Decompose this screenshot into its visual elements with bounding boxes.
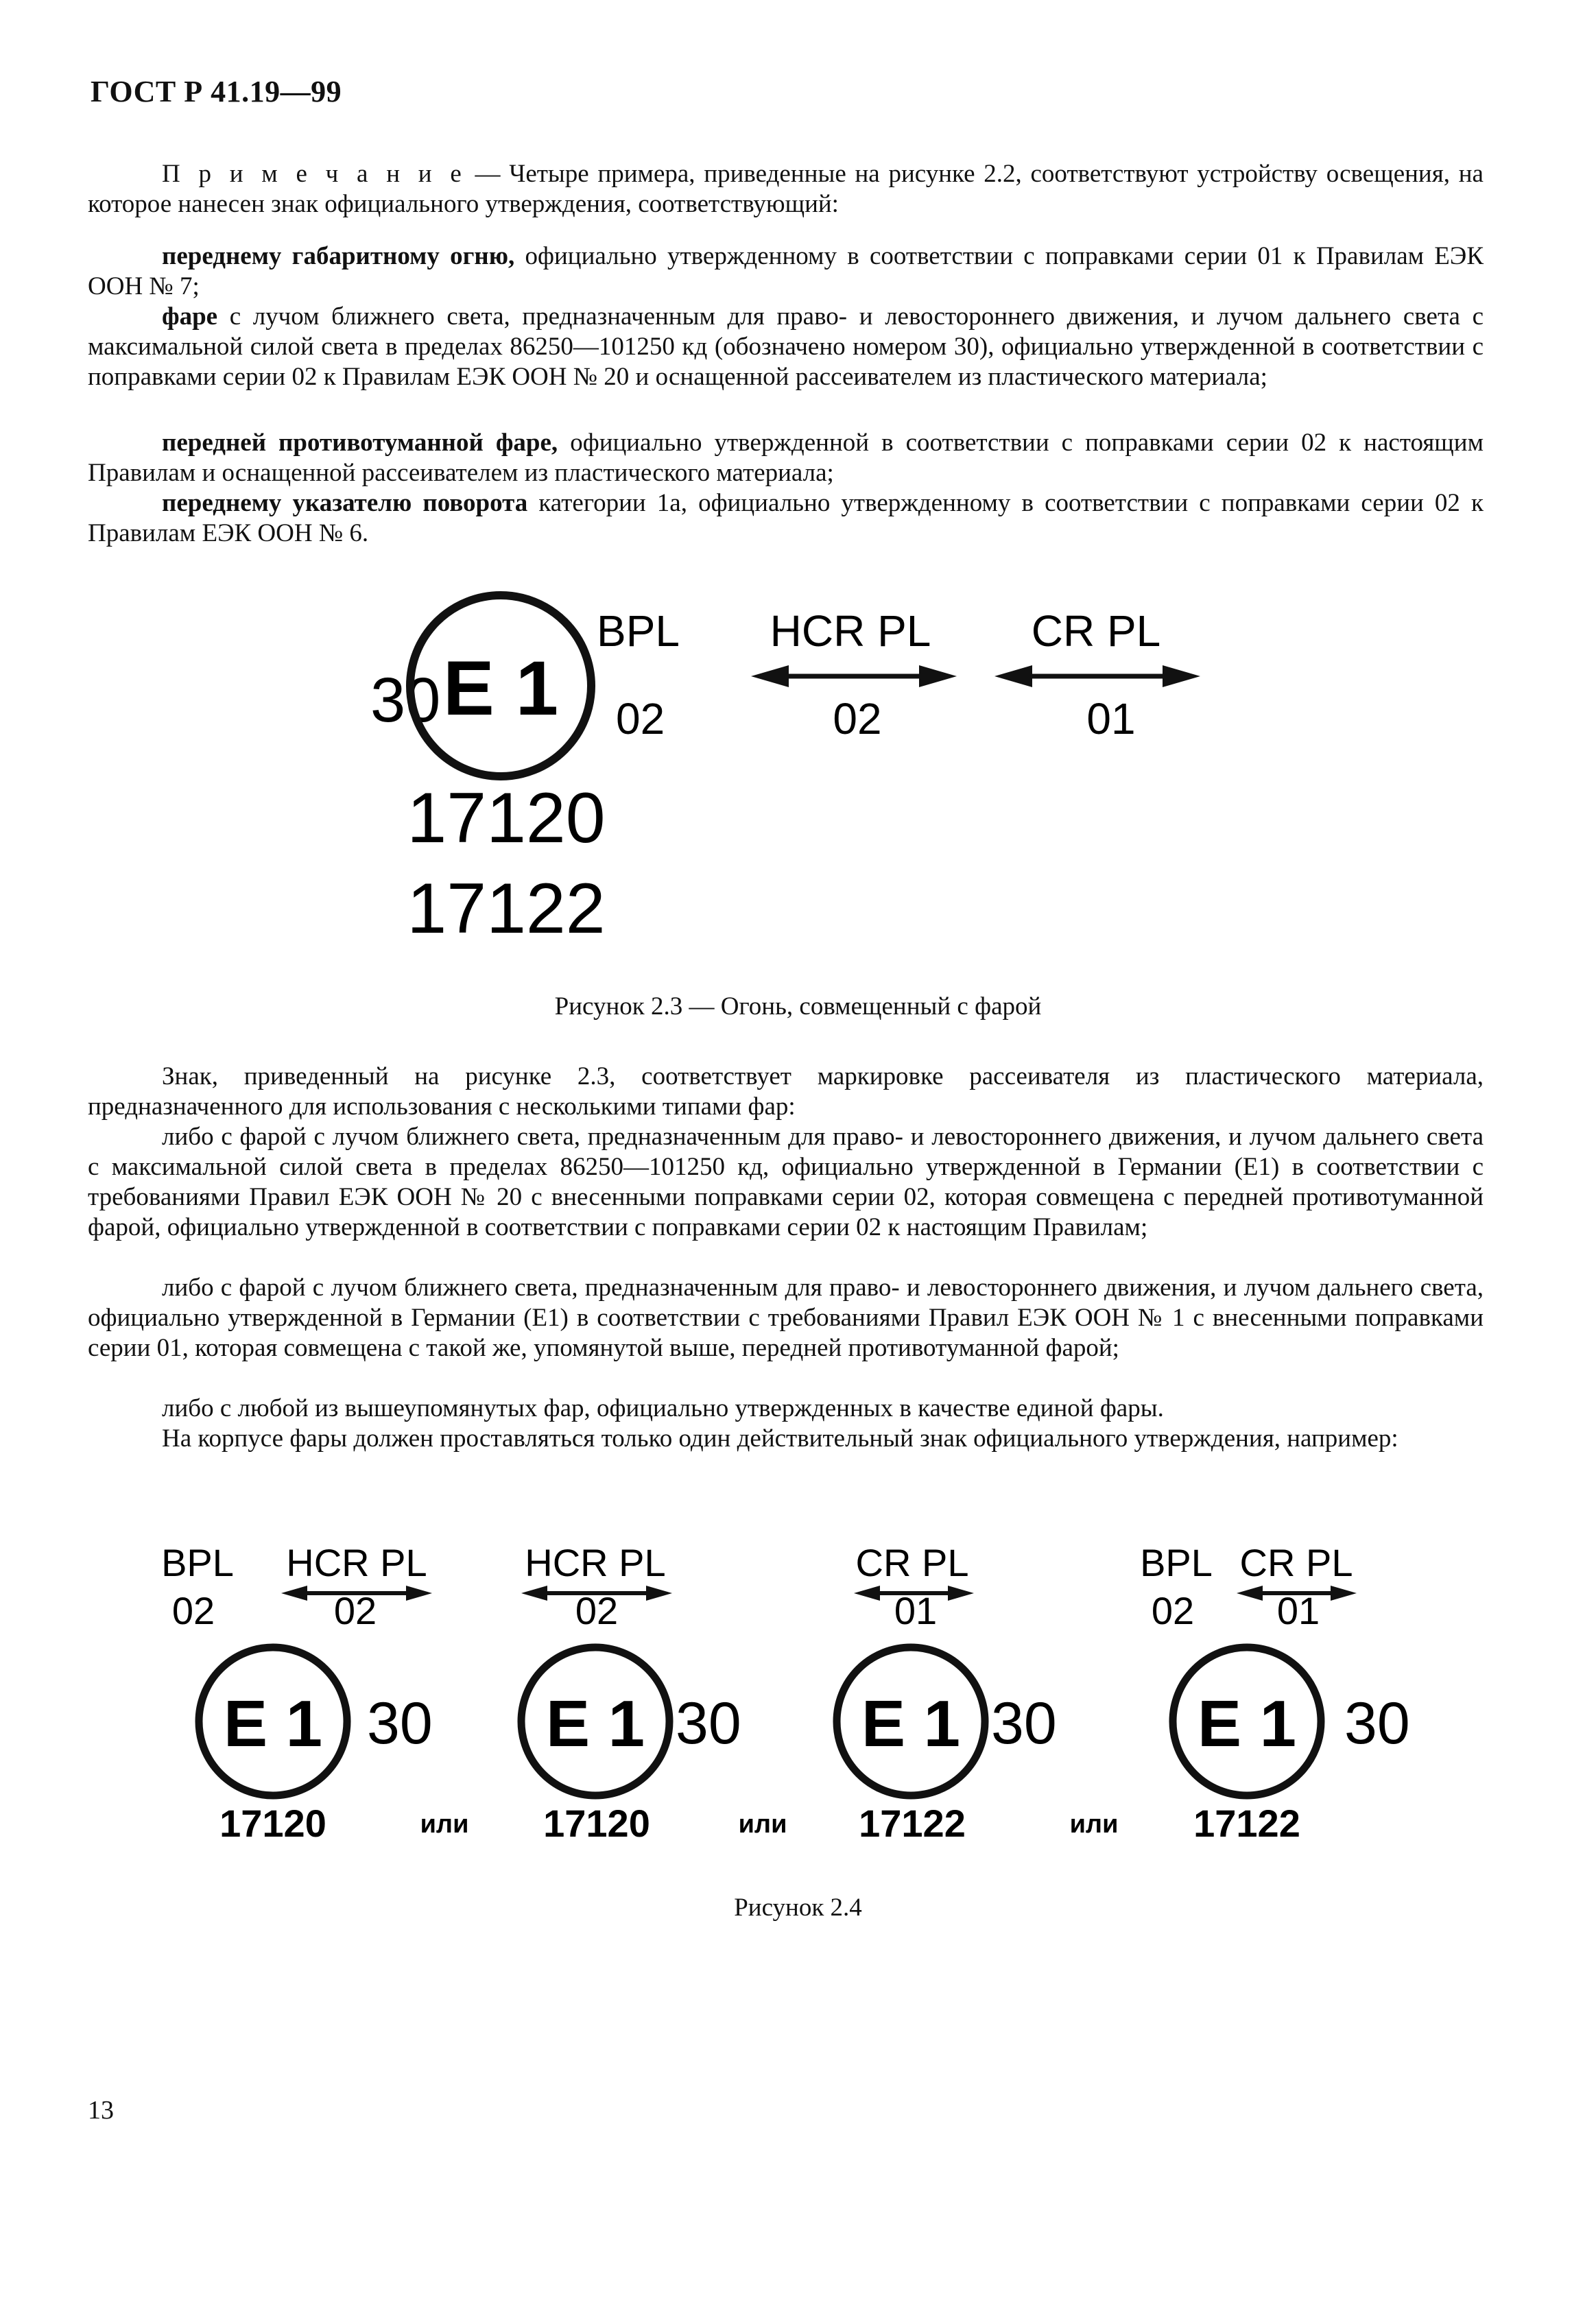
body-paragraph: На корпусе фары должен проставляться только один действительный знак официального утверждения, например: — [162, 1424, 1398, 1453]
fig23-number-1: 17120 — [407, 778, 606, 858]
fig23-cr-series: 01 — [1086, 694, 1136, 743]
note-intro: — Четыре примера, приведенные на рисунке 2.2, соответствуют устройству освещения, на которое нанесен знак официального утверждения, соответствующий: — [88, 160, 1484, 218]
approval-mark — [837, 1541, 1057, 1845]
fig23-cr-pl: CR PL — [1031, 606, 1161, 656]
double-arrow — [994, 665, 1200, 687]
mark-e-number: E 1 — [861, 1687, 961, 1761]
note-item-term: переднему указателю поворота — [162, 489, 528, 517]
note-item-term: фаре — [162, 302, 218, 331]
note-item-text: категории 1а, официально утвержденному в соответствии с поправками серии 02 к Правилам ЕЭК ООН № 6. — [88, 489, 1484, 547]
mark-class: 30 — [991, 1691, 1057, 1756]
figure-2-3 — [0, 562, 1596, 974]
mark-number: 17122 — [1193, 1802, 1300, 1845]
body-paragraph: либо с фарой с лучом ближнего света, предназначенным для право- и левостороннего движения, и лучом дальнего света с максимальной силой света в пределах 86250—101250 кд, официально утвержденной в Германии (Е1) в соответствии с требованиями Правил ЕЭК ООН № 20 с внесенными поправками серии 02, которая совмещена с передней противотуманной фарой, официально утвержденной в соответствии с поправками серии 02 к настоящим Правилам; — [88, 1123, 1484, 1241]
note-item-term: переднему габаритному огню, — [162, 242, 515, 270]
page-number: 13 — [88, 2096, 114, 2125]
body-paragraph: Знак, приведенный на рисунке 2.3, соответствует маркировке рассеивателя из пластического материала, предназначенного для использования с несколькими типами фар: — [88, 1062, 1484, 1121]
mark-top-right-label: CR PL — [1239, 1541, 1353, 1584]
note-lead: П р и м е ч а н и е — [162, 160, 466, 188]
mark-top-right-series: 02 — [575, 1589, 619, 1632]
fig23-bpl-series: 02 — [616, 694, 665, 743]
note-item — [88, 241, 1484, 302]
separator-or: или — [738, 1810, 787, 1839]
mark-class: 30 — [676, 1691, 741, 1756]
approval-mark — [1140, 1541, 1410, 1845]
figure-2-3-caption: Рисунок 2.3 — Огонь, совмещенный с фарой — [554, 992, 1042, 1021]
figure-2-4 — [0, 1516, 1596, 1872]
fig23-prefix: 30 — [370, 665, 441, 735]
note-item-text: официально утвержденному в соответствии с поправками серии 01 к Правилам ЕЭК ООН № 7; — [88, 242, 1484, 300]
approval-mark — [161, 1541, 433, 1845]
mark-e-number: E 1 — [1197, 1687, 1297, 1761]
note-paragraph — [88, 159, 1484, 219]
note-item — [88, 302, 1484, 392]
fig23-hcr-series: 02 — [833, 694, 882, 743]
fig23-bpl: BPL — [597, 606, 680, 656]
mark-top-right-series: 01 — [894, 1589, 938, 1632]
fig23-number-2: 17122 — [407, 869, 606, 948]
mark-top-left-label: BPL — [1140, 1541, 1213, 1584]
separator-or: или — [1069, 1810, 1119, 1839]
figure-2-4-caption: Рисунок 2.4 — [734, 1894, 862, 1922]
approval-mark — [521, 1541, 741, 1845]
note-item — [88, 428, 1484, 488]
mark-number: 17120 — [219, 1802, 326, 1845]
body-paragraph: либо с любой из вышеупомянутых фар, официально утвержденных в качестве единой фары. — [162, 1394, 1164, 1422]
mark-number: 17122 — [859, 1802, 966, 1845]
mark-top-left-label: BPL — [161, 1541, 234, 1584]
double-arrow — [751, 665, 957, 687]
note-item-term: передней противотуманной фаре, — [162, 429, 558, 457]
note-item-text: официально утвержденной в соответствии с поправками серии 02 к настоящим Правилам и оснащенной рассеивателем из пластического материала; — [88, 429, 1484, 487]
document-header: ГОСТ Р 41.19—99 — [91, 75, 342, 108]
mark-top-left-series: 02 — [171, 1589, 215, 1632]
mark-e-number: E 1 — [223, 1687, 323, 1761]
mark-e-number: E 1 — [545, 1687, 645, 1761]
mark-class: 30 — [1344, 1691, 1410, 1756]
separator-or: или — [420, 1810, 469, 1839]
mark-top-right-label: CR PL — [855, 1541, 969, 1584]
body-paragraph: либо с фарой с лучом ближнего света, предназначенным для право- и левостороннего движения, и лучом дальнего света, официально утвержденной в Германии (Е1) в соответствии с требованиями Правил ЕЭК ООН № 1 с внесенными поправками серии 01, которая совмещена с такой же, упомянутой выше, передней противотуманной фарой; — [88, 1274, 1484, 1362]
mark-top-right-series: 01 — [1276, 1589, 1320, 1632]
mark-number: 17120 — [543, 1802, 650, 1845]
mark-top-right-label: HCR PL — [525, 1541, 666, 1584]
mark-top-left-series: 02 — [1151, 1589, 1195, 1632]
mark-class: 30 — [367, 1691, 433, 1756]
fig23-hcr-pl: HCR PL — [770, 606, 931, 656]
note-item-text: с лучом ближнего света, предназначенным для право- и левостороннего движения, и лучом дальнего света с максимальной силой света в пределах 86250—101250 кд (обозначено номером 30), официально утвержденной в соответствии с поправками серии 02 к Правилам ЕЭК ООН № 20 и оснащенной рассеивателем из пластического материала; — [88, 302, 1484, 391]
fig23-mark: E 1 — [442, 645, 559, 731]
mark-top-right-label: HCR PL — [286, 1541, 427, 1584]
mark-top-right-series: 02 — [333, 1589, 377, 1632]
note-item — [88, 488, 1484, 549]
